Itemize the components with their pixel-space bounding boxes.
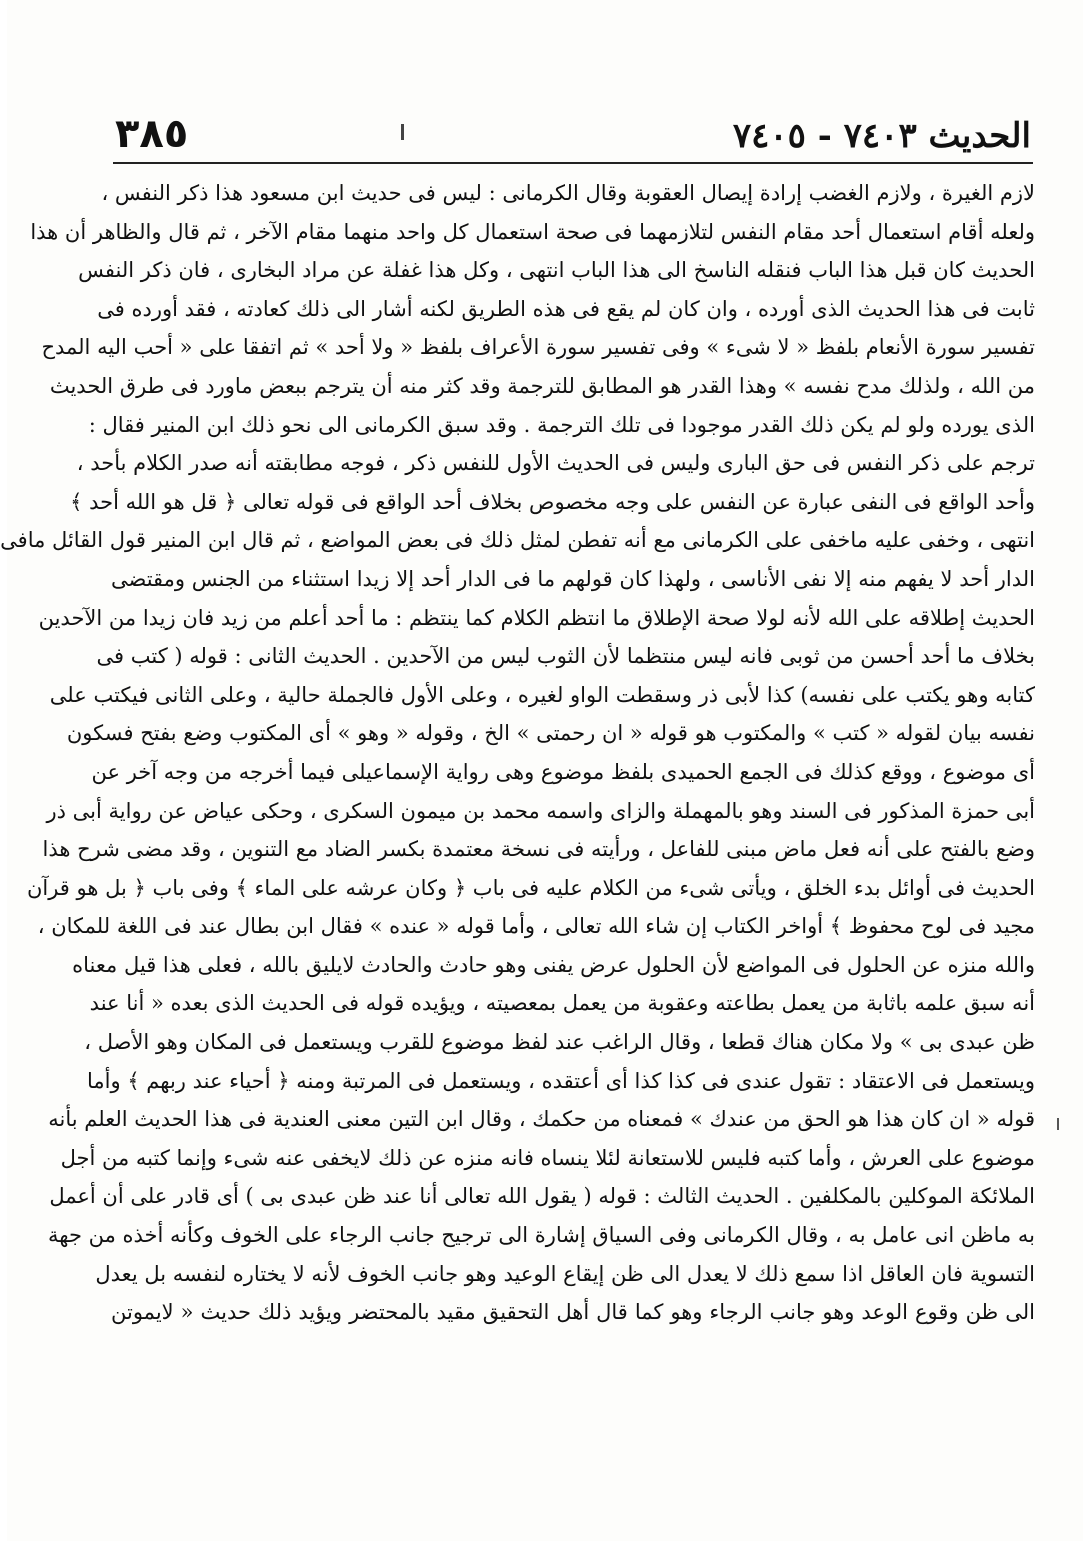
text-line: نفسه بيان لقوله « كتب » والمكتوب هو قوله « ان رحمتى » الخ ، وقوله « وهو » أى المكتوب وضع بفتح فسكون bbox=[66, 721, 1035, 746]
text-line: لازم الغيرة ، ولازم الغضب إرادة إيصال العقوبة وقال الكرمانى : ليس فى حديث ابن مسعود هذا ذكر النفس ، bbox=[101, 181, 1035, 205]
text-line: أبى حمزة المذكور فى السند وهو بالمهملة والزاى واسمه محمد بن ميمون السكرى ، وحكى عياض عن رواية أبى ذر bbox=[46, 798, 1035, 823]
text-line: بخلاف ما أحد أحسن من ثوبى فانه ليس منتظما لأن الثوب ليس من الآحدين . الحديث الثانى : قوله ( كتب فى bbox=[96, 644, 1035, 669]
text-line: ترجم على ذكر النفس فى حق البارى وليس فى الحديث الأول للنفس ذكر ، فوجه مطابقته أنه صدر الكلام بأحد ، bbox=[76, 451, 1035, 476]
header-mark bbox=[401, 124, 404, 140]
text-line: الحديث إطلاقه على الله لأنه لولا صحة الإطلاق ما انتظم الكلام كما ينتظم : ما أحد أعلم من زيد فان زيدا من الآحدين bbox=[38, 605, 1035, 630]
text-line: التسوية فان العاقل اذا سمع ذلك لا يعدل الى ظن إيقاع الوعيد وهو جانب الخوف لأنه لا يختاره لنفسه بل يعدل bbox=[95, 1261, 1035, 1286]
text-line: ويستعمل فى الاعتقاد : تقول عندى فى كذا كذا أى أعتقده ، ويستعمل فى المرتبة ومنه ﴿ أحياء عند ربهم ﴾ وأما bbox=[87, 1068, 1035, 1093]
text-line: تفسير سورة الأنعام بلفظ « لا شىء » وفى تفسير سورة الأعراف بلفظ « ولا أحد » ثم اتفقا على « أحب اليه المدح bbox=[41, 335, 1035, 360]
text-line: الذى يورده ولو لم يكن ذلك القدر موجودا فى تلك الترجمة . وقد سبق الكرمانى الى نحو ذلك ابن المنير فقال : bbox=[88, 412, 1035, 437]
text-line: الحديث فى أوائل بدء الخلق ، ويأتى شىء من الكلام عليه فى باب ﴿ وكان عرشه على الماء ﴾ وفى باب ﴿ بل هو قرآن bbox=[26, 875, 1035, 900]
text-line: قوله « ان كان هذا هو الحق من عندك » فمعناه من حكمك ، وقال ابن التين معنى العندية فى هذا الحديث العلم بأنه bbox=[48, 1107, 1035, 1132]
page-number: ٣٨٥ bbox=[115, 111, 189, 157]
text-line: أنه سبق علمه باثابة من يعمل بطاعته وعقوبة من يعمل بمعصيته ، ويؤيده قوله فى الحديث الذى بعده « أنا عند bbox=[89, 991, 1035, 1016]
text-line: وأحد الواقع فى النفى عبارة عن النفس على وجه مخصوص بخلاف أحد الواقع فى قوله تعالى ﴿ قل هو الله أحد ﴾ bbox=[70, 489, 1035, 514]
text-line: والله منزه عن الحلول فى المواضع لأن الحلول عرض يفنى وهو حادث والحادث لايليق بالله ، فعلى هذا قيل معناه bbox=[72, 952, 1035, 977]
header-rule bbox=[113, 162, 1033, 164]
text-line: ولعله أقام استعمال أحد مقام النفس لتلازمهما فى صحة استعمال كل واحد منهما مقام الآخر ، ثم قال والظاهر أن هذا bbox=[30, 219, 1035, 244]
text-line: الملائكة الموكلين بالمكلفين . الحديث الثالث : قوله ( يقول الله تعالى أنا عند ظن عبدى بى ) أى قادر على أن أعمل bbox=[49, 1184, 1035, 1209]
text-line: ثابت فى هذا الحديث الذى أورده ، وان كان لم يقع فى هذه الطريق لكنه أشار الى ذلك كعادته ، فقد أورده فى bbox=[97, 296, 1035, 321]
text-line: انتهى ، وخفى عليه ماخفى على الكرمانى مع أنه تفطن لمثل ذلك فى بعض المواضع ، ثم قال ابن المنير قول القائل مافى bbox=[0, 528, 1035, 553]
text-line: من الله ، ولذلك مدح نفسه » وهذا القدر هو المطابق للترجمة وقد كثر منه أن يترجم ببعض ماورد فى طرق الحديث bbox=[49, 373, 1035, 398]
text-line: وضع بالفتح على أنه فعل ماض مبنى للفاعل ، ورأيته فى نسخة معتمدة بكسر الضاد مع التنوين ، وقد مضى شرح هذا bbox=[42, 837, 1035, 862]
text-line: أى موضوع ، ووقع كذلك فى الجمع الحميدى بلفظ موضوع وهى رواية الإسماعيلى فيما أخرجه من وجه آخر عن bbox=[91, 759, 1035, 784]
text-line: الدار أحد لا يفهم منه إلا نفى الأناسى ، ولهذا كان قولهم ما فى الدار أحد إلا زيدا استثناء من الجنس ومقتضى bbox=[111, 566, 1035, 591]
running-title: الحديث ٧٤٠٣ - ٧٤٠٥ bbox=[732, 116, 1031, 156]
text-line: الحديث كان قبل هذا الباب فنقله الناسخ الى هذا الباب انتهى ، وكل هذا غفلة عن مراد البخارى ، فان ذكر النفس bbox=[78, 258, 1035, 283]
text-line: الى ظن وقوع الوعد وهو جانب الرجاء وهو كما قال أهل التحقيق مقيد بالمحتضر ويؤيد ذلك حديث « لايموتن bbox=[111, 1300, 1035, 1325]
page-header bbox=[115, 112, 1031, 162]
margin-mark bbox=[1057, 1118, 1059, 1130]
text-line: موضوع على العرش ، وأما كتبه فليس للاستعانة لئلا ينساه فانه منزه عن ذلك لايخفى عنه شىء وإنما كتبه من أجل bbox=[60, 1145, 1035, 1170]
text-line bbox=[111, 1332, 1035, 1371]
text-line: كتابه وهو يكتب على نفسه) كذا لأبى ذر وسقطت الواو لغيره ، وعلى الأول فالجملة حالية ، وعلى الثانى فيكتب على bbox=[49, 682, 1035, 707]
text-line: مجيد فى لوح محفوظ ﴾ أواخر الكتاب إن شاء الله تعالى ، وأما قوله « عنده » فقال ابن بطال عند فى اللغة للمكان ، bbox=[37, 914, 1035, 939]
commentary-text bbox=[0, 174, 1035, 1370]
text-line: به ماظن انى عامل به ، وقال الكرمانى وفى السياق إشارة الى ترجيح جانب الرجاء على الخوف وكأنه أخذه من جهة bbox=[48, 1223, 1035, 1248]
text-line: ظن عبدى بى » ولا مكان هناك قطعا ، وقال الراغب عند لفظ موضوع للقرب ويستعمل فى المكان وهو الأصل ، bbox=[84, 1030, 1035, 1055]
